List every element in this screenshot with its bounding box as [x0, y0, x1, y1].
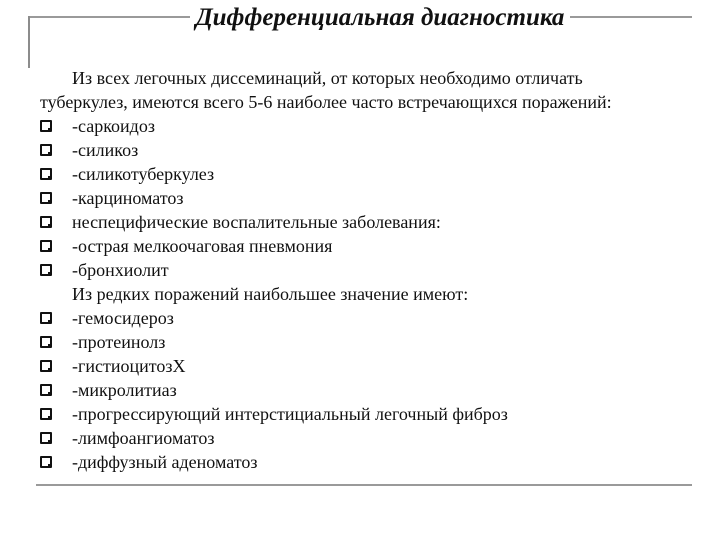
list-item	[40, 186, 710, 210]
checkbox-bullet-icon	[40, 384, 52, 396]
list-item-text: -протеинолз	[72, 332, 166, 352]
list-item-text: -гемосидероз	[72, 308, 174, 328]
list-item-text: -гистиоцитозХ	[72, 356, 186, 376]
list-item-text: -бронхиолит	[72, 260, 169, 280]
checkbox-bullet-icon	[40, 408, 52, 420]
list-item	[40, 162, 710, 186]
checkbox-bullet-icon	[40, 216, 52, 228]
list-item-text: -саркоидоз	[72, 116, 155, 136]
rare-list	[40, 306, 710, 474]
checkbox-bullet-icon	[40, 456, 52, 468]
checkbox-bullet-icon	[40, 144, 52, 156]
list-item	[40, 114, 710, 138]
list-item-text: -микролитиаз	[72, 380, 177, 400]
list-item-text: -силикотуберкулез	[72, 164, 215, 184]
list-item-text: -карциноматоз	[72, 188, 184, 208]
list-item-text: неспецифические воспалительные заболевания:	[72, 212, 441, 232]
list-item	[40, 402, 710, 426]
checkbox-bullet-icon	[40, 168, 52, 180]
page-title	[0, 2, 720, 34]
list-item-text: -лимфоангиоматоз	[72, 428, 215, 448]
checkbox-bullet-icon	[40, 360, 52, 372]
checkbox-bullet-icon	[40, 336, 52, 348]
list-item	[40, 450, 710, 474]
list-item	[40, 426, 710, 450]
intro-line-1: Из всех легочных диссеминаций, от которых необходимо отличать	[72, 68, 583, 88]
checkbox-bullet-icon	[40, 264, 52, 276]
checkbox-bullet-icon	[40, 120, 52, 132]
list-item	[40, 210, 710, 234]
list-item	[40, 378, 710, 402]
list-item-text: -острая мелкоочаговая пневмония	[72, 236, 333, 256]
intro-line-2: туберкулез, имеются всего 5-6 наиболее часто встречающихся поражений:	[40, 92, 612, 112]
list-item-text: -силикоз	[72, 140, 139, 160]
document-body	[40, 66, 710, 474]
rare-heading: Из редких поражений наибольшее значение имеют:	[72, 284, 469, 304]
list-item-text: -диффузный аденоматоз	[72, 452, 258, 472]
checkbox-bullet-icon	[40, 192, 52, 204]
list-item	[40, 354, 710, 378]
frame-bottom-line	[36, 484, 692, 486]
list-item	[40, 258, 710, 282]
page-title-text: Дифференциальная диагностика	[190, 4, 571, 31]
list-item	[40, 330, 710, 354]
list-item	[40, 234, 710, 258]
common-list	[40, 114, 710, 282]
list-item-text: -прогрессирующий интерстициальный легочный фиброз	[72, 404, 508, 424]
checkbox-bullet-icon	[40, 240, 52, 252]
list-item	[40, 138, 710, 162]
checkbox-bullet-icon	[40, 312, 52, 324]
list-item	[40, 306, 710, 330]
checkbox-bullet-icon	[40, 432, 52, 444]
